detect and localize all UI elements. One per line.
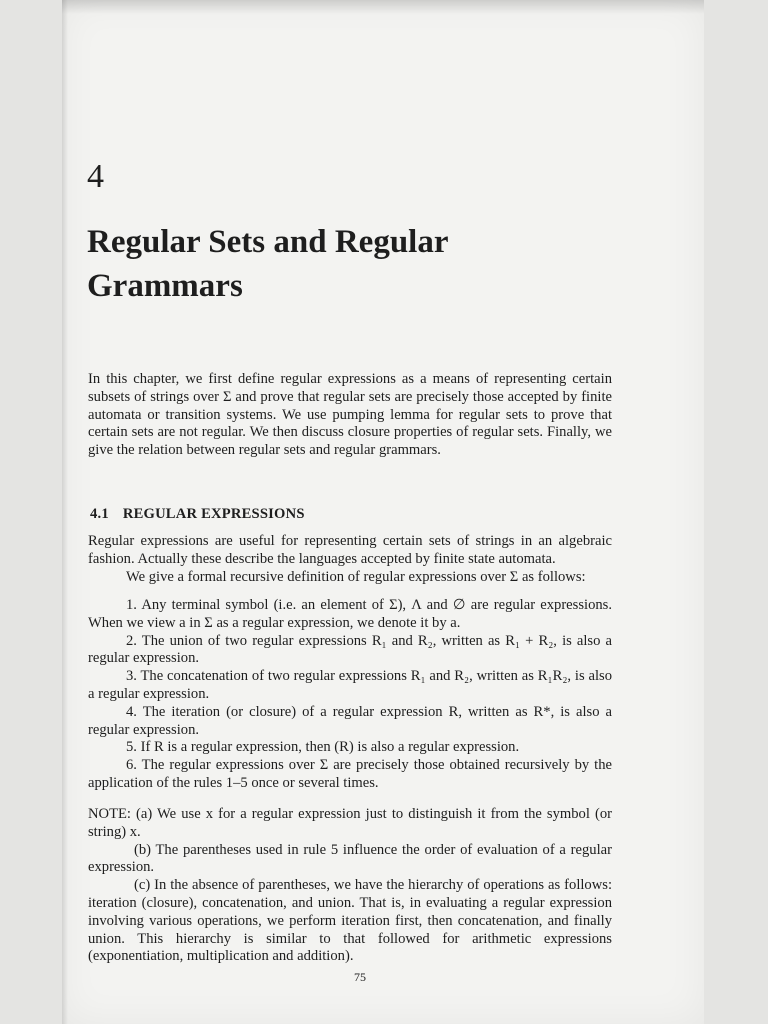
section-paragraph-1: Regular expressions are useful for representing certain sets of strings in an algebraic fashion. Actually these describe the languages accepted by finite state automata. bbox=[88, 533, 612, 567]
intro-paragraph: In this chapter, we first define regular expressions as a means of representing certain subsets of strings over Σ and prove that regular sets are precisely those accepted by finite automata or transition systems. We use pumping lemma for regular sets to prove that certain sets are not regular. We then discuss closure properties of regular sets. Finally, we give the relation between regular sets and regular grammars. bbox=[88, 371, 612, 459]
rule-item-2: 2. The union of two regular expressions R₁ and R₂, written as R₁ + R₂, is also a regular expression. bbox=[88, 632, 612, 667]
note-block bbox=[88, 806, 612, 966]
rule-item-3: 3. The concatenation of two regular expressions R₁ and R₂, written as R₁R₂, is also a regular expression. bbox=[88, 668, 612, 702]
chapter-title: Regular Sets and Regular Grammars bbox=[87, 224, 448, 304]
book-page bbox=[62, 0, 704, 1024]
rules-list bbox=[88, 597, 612, 793]
page-number: 75 bbox=[354, 970, 366, 984]
rule-item-1: 1. Any terminal symbol (i.e. an element of Σ), Λ and ∅ are regular expressions. When we view a in Σ as a regular expression, we denote it by a. bbox=[88, 597, 612, 631]
rule-item-6: 6. The regular expressions over Σ are precisely those obtained recursively by the application of the rules 1–5 once or several times. bbox=[88, 757, 612, 791]
note-item-a: (a) We use x for a regular expression just to distinguish it from the symbol (or string) x. bbox=[88, 806, 612, 840]
rule-item-4: 4. The iteration (or closure) of a regular expression R, written as R*, is also a regular expression. bbox=[88, 703, 612, 738]
scan-shadow-top bbox=[62, 0, 704, 14]
section-intro bbox=[88, 533, 612, 586]
section-number: 4.1 bbox=[90, 506, 109, 522]
note-item-b: (b) The parentheses used in rule 5 influence the order of evaluation of a regular expression. bbox=[88, 841, 612, 876]
section-paragraph-2: We give a formal recursive definition of regular expressions over Σ as follows: bbox=[126, 568, 586, 585]
section-heading bbox=[90, 506, 305, 523]
note-item-c: (c) In the absence of parentheses, we have the hierarchy of operations as follows: iteration (closure), concatenation, and union. That is, in evaluating a regular expression involving various operations, we perform iteration first, then concatenation, and finally union. This hierarchy is similar to that followed for arithmetic expressions (exponentiation, multiplication and addition). bbox=[88, 877, 612, 965]
rule-item-5: 5. If R is a regular expression, then (R) is also a regular expression. bbox=[126, 739, 520, 756]
section-title: REGULAR EXPRESSIONS bbox=[122, 506, 305, 522]
chapter-number: 4 bbox=[87, 158, 104, 195]
note-label: NOTE: bbox=[88, 806, 131, 822]
scan-shadow-left bbox=[62, 0, 68, 1024]
